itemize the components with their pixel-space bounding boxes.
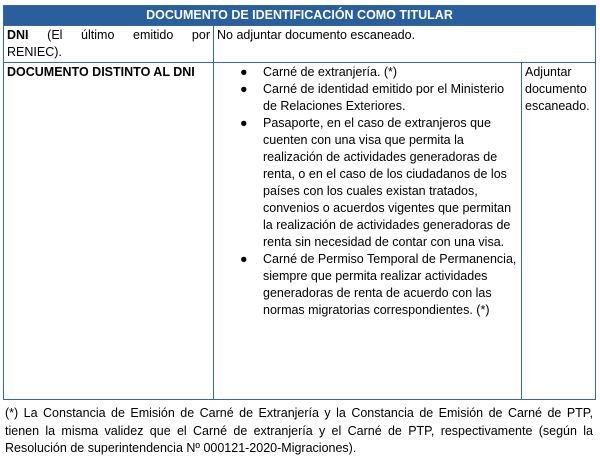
table-row-dni	[4, 26, 596, 63]
list-item: ● Pasaporte, en el caso de extranjeros que cuenten con una visa que permita la realización de actividades generadoras de renta, o en el caso de los ciudadanos de los países con los cuales existan tratados, convenios o acuerdos vigentes que permitan la realización de actividades generadoras de renta sin necesidad de contar con una visa.	[240, 116, 512, 249]
dni-label-rest: (El último emitido por	[28, 28, 210, 42]
dni-label-cell	[4, 26, 214, 63]
list-item: ● Carné de Permiso Temporal de Permanencia, siempre que permita realizar actividades generadoras de renta de acuerdo con las normas migratorias correspondientes. (*)	[240, 252, 517, 317]
dni-label-bold: DNI	[7, 28, 29, 42]
other-document-label: DOCUMENTO DISTINTO AL DNI	[4, 63, 214, 400]
dni-label-line2: RENIEC).	[7, 45, 62, 59]
list-item: ● Carné de extranjería. (*)	[240, 65, 398, 79]
footnote: (*) La Constancia de Emisión de Carné de Extranjería y la Constancia de Emisión de Carné de PTP, tienen la misma validez que el Carné de extranjería y el Carné de PTP, respectivamente (según la Resolución de superintendencia Nº 000121-2020-Migraciones).	[5, 406, 593, 455]
table-header-row	[4, 6, 596, 26]
bullet-icon: ●	[240, 82, 248, 96]
table-title: DOCUMENTO DE IDENTIFICACIÓN COMO TITULAR	[4, 6, 596, 26]
other-document-options-cell	[214, 63, 522, 400]
bullet-icon: ●	[240, 252, 248, 266]
bullet-icon: ●	[240, 65, 248, 79]
list-item: ● Carné de identidad emitido por el Ministerio de Relaciones Exteriores.	[240, 82, 505, 113]
bullet-icon: ●	[240, 116, 248, 130]
accepted-documents-list	[217, 64, 518, 319]
dni-label-line1	[7, 27, 210, 44]
other-document-action-cell: Adjuntar documento escaneado.	[522, 63, 596, 400]
identification-table	[3, 5, 596, 400]
table-row-other-document	[4, 63, 596, 400]
dni-action-cell: No adjuntar documento escaneado.	[214, 26, 596, 63]
